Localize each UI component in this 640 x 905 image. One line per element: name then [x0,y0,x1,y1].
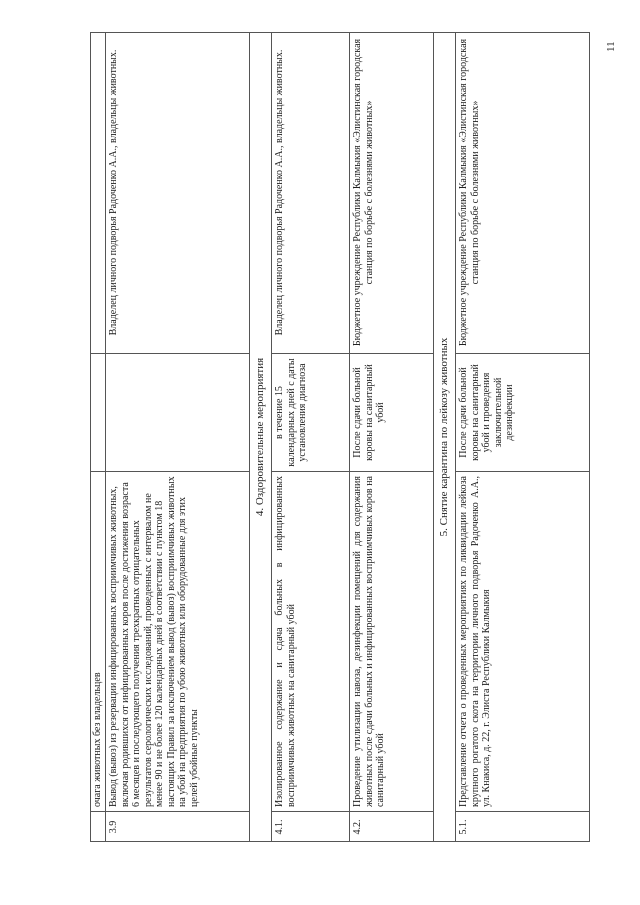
cell-responsible: Владелец личного подворья Радоченко А.А., владельцы животных. [272,32,349,354]
cell-responsible: Бюджетное учреждение Республики Калмыкия «Элистинская городская станция по борьбе с болезнями животных» [456,32,590,354]
rotated-table-canvas [90,32,590,842]
cell-time [106,354,249,472]
cell-action: очага животных без владельцев [90,472,105,812]
table-row-4-2 [350,32,434,842]
document-table [90,32,590,842]
section-heading-4: 4. Оздоровительные мероприятия [250,32,272,842]
cell-num: 4.1. [274,819,285,835]
cell-num: 3.9 [108,820,119,834]
cell-num [90,812,105,842]
section-heading-5: 5. Снятие карантина по лейкозу животных [434,32,456,842]
cell-time: в течение 15 календарных дней с даты установления диагноза [272,354,349,472]
cell-action: Изолированное содержание и сдача больных в инфицированных восприимчивых животных на санитарный убой [272,472,349,812]
table-row-fragment [90,32,106,842]
cell-responsible [90,32,105,354]
cell-num: 5.1. [458,819,469,835]
table-row-3-9 [106,32,250,842]
page-number: 11 [605,41,617,53]
table-row-5-1 [456,32,590,842]
cell-responsible: Владелец личного подворья Радоченко А.А., владельцы животных. [106,32,249,354]
cell-action: Вывод (вывоз) из резервации инфицированных восприимчивых животных, включая родившихся от инфицированных коров после достижения возраста 6 месяцев и последующего получения трехкратных отрицательных результатов серологических исследований, проведенных с интервалом не менее 90 и не более 120 календарных дней в соответствии с пунктом 18 настоящих Правил за исключением вывод (вывоз) восприимчивых животных на убой на предприятия по убою животных или оборудованные для этих целей убойные пункты [106,472,249,812]
cell-num: 4.2. [352,819,363,835]
cell-time: После сдачи больной коровы на санитарный убой [350,354,433,472]
cell-action: Представление отчета о проведенных мероприятиях по ликвидации лейкоза крупного рогатого скота на территории личного подворья Радоченко А.А., ул. Кнакиса, д. 22, г. Элиста Республики Калмыкия [456,472,590,812]
cell-responsible: Бюджетное учреждение Республики Калмыкия «Элистинская городская станция по борьбе с болезнями животных» [350,32,433,354]
cell-time [90,354,105,472]
cell-time: После сдачи больной коровы на санитарный убой и проведения заключительной дезинфекции [456,354,590,472]
cell-action: Проведение утилизации навоза, дезинфекции помещений для содержания животных после сдачи больных и инфицированных восприимчивых коров на санитарный убой [350,472,433,812]
table-row-4-1 [272,32,350,842]
